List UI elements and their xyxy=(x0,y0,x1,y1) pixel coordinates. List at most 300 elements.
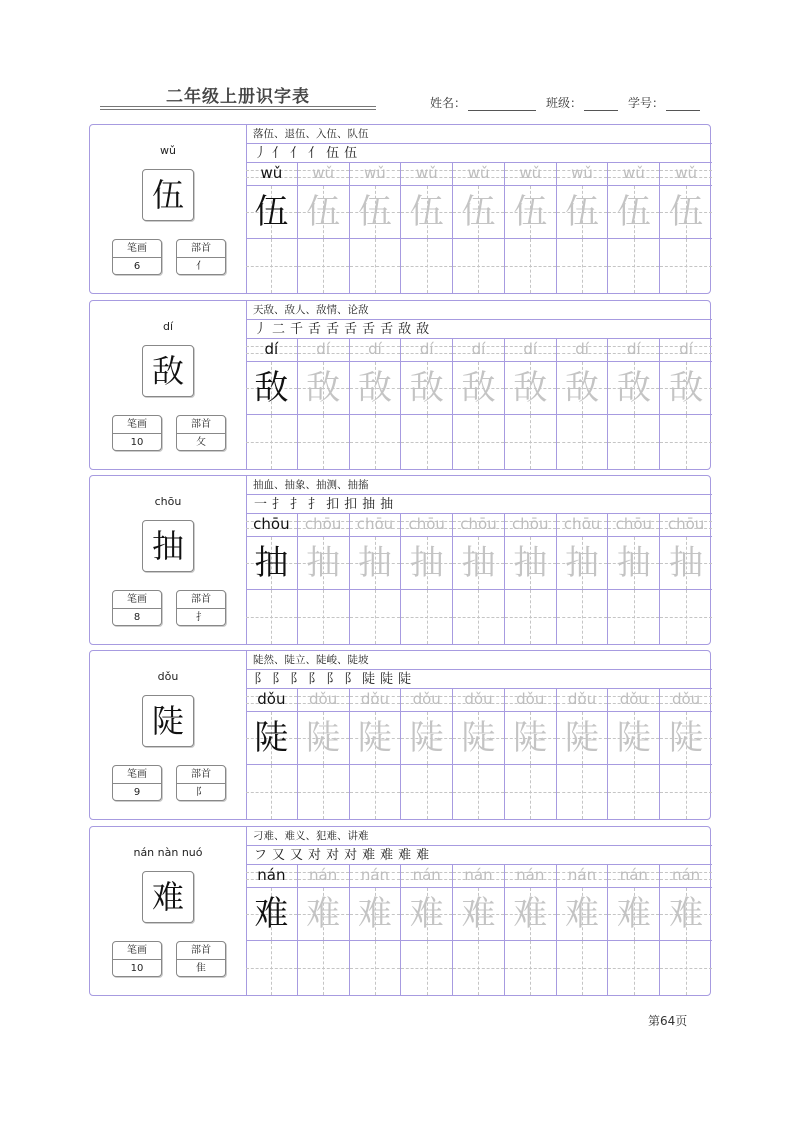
practice-grid xyxy=(246,514,712,644)
stroke-step: 扌 xyxy=(272,497,286,512)
pinyin-lines xyxy=(298,163,349,185)
pinyin-lines xyxy=(505,689,556,711)
stroke-step: 亻 xyxy=(272,146,286,161)
character-model: 抽 xyxy=(254,543,289,583)
stroke-step: 舌 xyxy=(308,322,322,337)
practice-cell[interactable] xyxy=(608,339,660,469)
blank-practice-grid[interactable] xyxy=(246,239,297,293)
practice-cell[interactable] xyxy=(660,689,712,819)
blank-practice-grid[interactable] xyxy=(350,590,401,644)
practice-cell[interactable] xyxy=(608,689,660,819)
stroke-step: 对 xyxy=(308,848,322,863)
pinyin-trace: dǒu xyxy=(412,690,441,708)
character-trace: 难 xyxy=(461,894,496,934)
character-trace: 抽 xyxy=(461,543,496,583)
stroke-step: 阝 xyxy=(308,672,322,687)
practice-cell[interactable] xyxy=(557,865,609,995)
character-trace: 陡 xyxy=(357,718,392,758)
blank-practice-grid[interactable] xyxy=(557,239,608,293)
blank-practice-grid[interactable] xyxy=(660,941,712,995)
practice-grid xyxy=(246,865,712,995)
blank-practice-grid[interactable] xyxy=(608,941,659,995)
character-trace: 难 xyxy=(306,894,341,934)
practice-cell[interactable] xyxy=(505,339,557,469)
title-underline xyxy=(100,106,376,107)
stroke-count-box xyxy=(112,415,162,451)
tian-grid xyxy=(660,887,712,941)
character-display: 伍 xyxy=(142,169,194,221)
practice-cell[interactable] xyxy=(505,865,557,995)
pinyin-lines xyxy=(557,689,608,711)
pinyin-trace: chōu xyxy=(356,515,394,533)
pinyin-lines xyxy=(350,339,401,361)
pinyin-trace: wǔ xyxy=(364,164,386,182)
practice-cell[interactable] xyxy=(401,163,453,293)
character-trace: 陡 xyxy=(513,718,548,758)
student-info-fields xyxy=(430,94,700,111)
page-number: 第64页 xyxy=(648,1014,688,1028)
blank-practice-grid[interactable] xyxy=(505,765,556,819)
pinyin-lines xyxy=(453,689,504,711)
pinyin-lines xyxy=(401,865,452,887)
pinyin-trace: dǒu xyxy=(567,690,597,708)
stroke-step: 抽 xyxy=(380,497,394,512)
character-card xyxy=(89,826,711,996)
blank-practice-grid[interactable] xyxy=(298,590,349,644)
tian-grid xyxy=(660,536,712,590)
stroke-count-label: 笔画 xyxy=(113,240,161,258)
blank-practice-grid[interactable] xyxy=(557,941,608,995)
tian-grid xyxy=(453,536,504,590)
tian-grid xyxy=(401,887,452,941)
radical-box xyxy=(176,941,226,977)
pinyin-trace: nán xyxy=(309,866,338,884)
character-trace: 抽 xyxy=(409,543,444,583)
blank-practice-grid[interactable] xyxy=(505,590,556,644)
practice-cell[interactable] xyxy=(246,163,298,293)
class-blank[interactable] xyxy=(584,98,618,111)
tian-grid xyxy=(608,185,659,239)
tian-grid xyxy=(557,185,608,239)
character-info-panel xyxy=(90,476,247,644)
practice-cell[interactable] xyxy=(453,514,505,644)
stroke-step: 舌 xyxy=(380,322,394,337)
practice-cell[interactable] xyxy=(350,339,402,469)
character-trace: 难 xyxy=(513,894,548,934)
character-display: 陡 xyxy=(142,695,194,747)
tian-grid xyxy=(608,361,659,415)
pinyin-lines xyxy=(298,865,349,887)
character-model: 陡 xyxy=(254,718,289,758)
practice-cell[interactable] xyxy=(505,514,557,644)
pinyin-trace: dí xyxy=(626,340,641,358)
blank-practice-grid[interactable] xyxy=(557,765,608,819)
practice-cell[interactable] xyxy=(505,163,557,293)
tian-grid xyxy=(557,361,608,415)
practice-cell[interactable] xyxy=(246,689,298,819)
character-trace: 伍 xyxy=(461,192,496,232)
blank-practice-grid[interactable] xyxy=(453,415,504,469)
stroke-count-label: 笔画 xyxy=(113,942,161,960)
stroke-count-box xyxy=(112,765,162,801)
tian-grid xyxy=(505,361,556,415)
pinyin-trace: dí xyxy=(679,340,693,358)
stroke-step: 舌 xyxy=(362,322,376,337)
blank-practice-grid[interactable] xyxy=(298,239,349,293)
blank-practice-grid[interactable] xyxy=(298,941,349,995)
character-trace: 敌 xyxy=(565,368,600,408)
stroke-step: 陡 xyxy=(380,672,394,687)
practice-cell[interactable] xyxy=(453,163,505,293)
tian-grid xyxy=(608,536,659,590)
character-pinyin: chōu xyxy=(154,495,182,508)
stroke-step: 陡 xyxy=(398,672,412,687)
name-blank[interactable] xyxy=(468,98,536,111)
stroke-step: 又 xyxy=(272,848,286,863)
stroke-step: 阝 xyxy=(344,672,358,687)
name-field[interactable] xyxy=(430,94,536,111)
practice-panel xyxy=(246,651,712,819)
pinyin-lines xyxy=(505,339,556,361)
practice-cell[interactable] xyxy=(246,339,298,469)
tian-grid xyxy=(246,711,297,765)
stroke-step: 伍 xyxy=(326,146,340,161)
practice-cell[interactable] xyxy=(401,865,453,995)
tian-grid xyxy=(350,536,401,590)
character-pinyin: dǒu xyxy=(157,670,179,683)
practice-panel xyxy=(246,827,712,995)
tian-grid xyxy=(401,536,452,590)
pinyin-lines xyxy=(660,514,712,536)
pinyin-lines xyxy=(660,865,712,887)
stroke-step: 扣 xyxy=(326,497,340,512)
tian-grid xyxy=(505,887,556,941)
pinyin-model: dǒu xyxy=(257,690,286,708)
tian-grid xyxy=(608,887,659,941)
character-trace: 抽 xyxy=(306,543,341,583)
pinyin-lines xyxy=(350,865,401,887)
stroke-count-box xyxy=(112,941,162,977)
stroke-step: 阝 xyxy=(290,672,304,687)
character-display: 抽 xyxy=(142,520,194,572)
practice-cell[interactable] xyxy=(557,163,609,293)
practice-cell[interactable] xyxy=(660,514,712,644)
practice-cell[interactable] xyxy=(350,689,402,819)
character-trace: 伍 xyxy=(669,192,704,232)
pinyin-lines xyxy=(660,163,712,185)
pinyin-lines xyxy=(557,865,608,887)
blank-practice-grid[interactable] xyxy=(453,239,504,293)
title-underline-2 xyxy=(100,109,376,110)
blank-practice-grid[interactable] xyxy=(608,239,659,293)
pinyin-trace: nán xyxy=(567,866,597,884)
stroke-step: 亻 xyxy=(290,146,304,161)
pinyin-trace: dǒu xyxy=(360,690,390,708)
character-trace: 伍 xyxy=(565,192,600,232)
pinyin-trace: chōu xyxy=(667,515,705,533)
practice-panel xyxy=(246,476,712,644)
blank-practice-grid[interactable] xyxy=(298,765,349,819)
pinyin-lines xyxy=(298,339,349,361)
student-id-label: 学号： xyxy=(628,96,665,110)
stroke-count-label: 笔画 xyxy=(113,766,161,784)
practice-cell[interactable] xyxy=(298,865,350,995)
stroke-order xyxy=(246,670,712,689)
pinyin-lines xyxy=(453,163,504,185)
character-trace: 抽 xyxy=(616,543,651,583)
blank-practice-grid[interactable] xyxy=(401,941,452,995)
character-info-panel xyxy=(90,301,247,469)
stroke-step: 伍 xyxy=(344,146,358,161)
radical-box xyxy=(176,590,226,626)
practice-cell[interactable] xyxy=(660,163,712,293)
blank-practice-grid[interactable] xyxy=(660,590,712,644)
stroke-step: 又 xyxy=(290,848,304,863)
pinyin-model: wǔ xyxy=(260,164,283,182)
blank-practice-grid[interactable] xyxy=(505,415,556,469)
practice-grid xyxy=(246,339,712,469)
practice-cell[interactable] xyxy=(298,339,350,469)
stroke-step: 难 xyxy=(380,848,394,863)
pinyin-lines xyxy=(298,689,349,711)
practice-cell[interactable] xyxy=(401,689,453,819)
student-id-blank[interactable] xyxy=(666,98,700,111)
tian-grid xyxy=(557,536,608,590)
pinyin-lines xyxy=(453,865,504,887)
blank-practice-grid[interactable] xyxy=(608,590,659,644)
practice-cell[interactable] xyxy=(660,339,712,469)
blank-practice-grid[interactable] xyxy=(350,765,401,819)
practice-cell[interactable] xyxy=(350,865,402,995)
practice-cell[interactable] xyxy=(608,163,660,293)
pinyin-trace: chōu xyxy=(563,515,601,533)
pinyin-trace: nán xyxy=(360,866,390,884)
pinyin-lines xyxy=(246,163,297,185)
blank-practice-grid[interactable] xyxy=(298,415,349,469)
pinyin-lines xyxy=(557,163,608,185)
blank-practice-grid[interactable] xyxy=(350,239,401,293)
pinyin-trace: wǔ xyxy=(312,164,335,182)
practice-panel xyxy=(246,125,712,293)
practice-cell[interactable] xyxy=(505,689,557,819)
pinyin-trace: nán xyxy=(412,866,441,884)
stroke-count-value: 10 xyxy=(130,437,144,448)
blank-practice-grid[interactable] xyxy=(505,941,556,995)
tian-grid xyxy=(401,185,452,239)
pinyin-lines xyxy=(246,865,297,887)
character-trace: 敌 xyxy=(669,368,704,408)
pinyin-trace: dí xyxy=(471,340,486,358)
student-id-field[interactable] xyxy=(628,94,700,111)
practice-cell[interactable] xyxy=(401,339,453,469)
practice-grid xyxy=(246,163,712,293)
character-info-panel xyxy=(90,125,247,293)
blank-practice-grid[interactable] xyxy=(350,415,401,469)
pinyin-trace: dí xyxy=(316,340,330,358)
blank-practice-grid[interactable] xyxy=(246,765,297,819)
blank-practice-grid[interactable] xyxy=(557,415,608,469)
practice-cell[interactable] xyxy=(660,865,712,995)
practice-grid xyxy=(246,689,712,819)
character-trace: 难 xyxy=(616,894,651,934)
pinyin-trace: nán xyxy=(671,866,701,884)
character-trace: 伍 xyxy=(409,192,444,232)
pinyin-trace: chōu xyxy=(512,515,549,533)
blank-practice-grid[interactable] xyxy=(608,765,659,819)
blank-practice-grid[interactable] xyxy=(608,415,659,469)
practice-cell[interactable] xyxy=(557,514,609,644)
blank-practice-grid[interactable] xyxy=(453,590,504,644)
practice-cell[interactable] xyxy=(298,514,350,644)
stroke-count-value: 8 xyxy=(133,612,141,623)
practice-cell[interactable] xyxy=(453,339,505,469)
pinyin-lines xyxy=(453,514,504,536)
stroke-step: 丿 xyxy=(254,146,268,161)
tian-grid xyxy=(505,185,556,239)
blank-practice-grid[interactable] xyxy=(246,941,297,995)
blank-practice-grid[interactable] xyxy=(453,941,504,995)
blank-practice-grid[interactable] xyxy=(401,765,452,819)
radical-label: 部首 xyxy=(177,942,225,960)
practice-cell[interactable] xyxy=(246,865,298,995)
class-field[interactable] xyxy=(546,94,618,111)
practice-cell[interactable] xyxy=(557,339,609,469)
stroke-step: 亻 xyxy=(308,146,322,161)
radical-box xyxy=(176,765,226,801)
pinyin-trace: dǒu xyxy=(309,690,338,708)
character-trace: 敌 xyxy=(306,368,341,408)
pinyin-trace: wǔ xyxy=(519,164,542,182)
pinyin-trace: wǔ xyxy=(571,164,593,182)
radical-label: 部首 xyxy=(177,591,225,609)
stroke-step: 敌 xyxy=(398,322,412,337)
blank-practice-grid[interactable] xyxy=(401,415,452,469)
stroke-step: 难 xyxy=(362,848,376,863)
character-card xyxy=(89,124,711,294)
character-trace: 敌 xyxy=(461,368,496,408)
tian-grid xyxy=(608,711,659,765)
blank-practice-grid[interactable] xyxy=(453,765,504,819)
pinyin-lines xyxy=(608,339,659,361)
pinyin-trace: dǒu xyxy=(619,690,648,708)
pinyin-lines xyxy=(557,514,608,536)
character-trace: 陡 xyxy=(409,718,444,758)
practice-cell[interactable] xyxy=(557,689,609,819)
character-card xyxy=(89,650,711,820)
stroke-count-box xyxy=(112,239,162,275)
pinyin-model: nán xyxy=(257,866,286,884)
stroke-step: 二 xyxy=(272,322,286,337)
tian-grid xyxy=(246,887,297,941)
example-words: 天敌、敌人、敌情、论敌 xyxy=(246,301,712,320)
character-info-panel xyxy=(90,827,247,995)
name-label: 姓名： xyxy=(430,96,467,110)
pinyin-trace: chōu xyxy=(408,515,445,533)
character-trace: 陡 xyxy=(306,718,341,758)
practice-cell[interactable] xyxy=(608,514,660,644)
stroke-step: 敌 xyxy=(416,322,430,337)
blank-practice-grid[interactable] xyxy=(350,941,401,995)
stroke-step: フ xyxy=(254,848,268,863)
radical-label: 部首 xyxy=(177,416,225,434)
stroke-order xyxy=(246,495,712,514)
tian-grid xyxy=(660,711,712,765)
stroke-step: 扣 xyxy=(344,497,358,512)
character-info-panel xyxy=(90,651,247,819)
pinyin-lines xyxy=(660,689,712,711)
practice-cell[interactable] xyxy=(350,163,402,293)
character-trace: 抽 xyxy=(669,543,704,583)
pinyin-trace: dí xyxy=(368,340,382,358)
character-trace: 抽 xyxy=(357,543,392,583)
tian-grid xyxy=(298,887,349,941)
pinyin-trace: wǔ xyxy=(622,164,645,182)
stroke-order xyxy=(246,144,712,163)
blank-practice-grid[interactable] xyxy=(557,590,608,644)
radical-value: 扌 xyxy=(196,612,206,623)
blank-practice-grid[interactable] xyxy=(401,590,452,644)
practice-cell[interactable] xyxy=(298,689,350,819)
blank-practice-grid[interactable] xyxy=(246,590,297,644)
stroke-count-value: 6 xyxy=(133,261,141,272)
radical-value: 阝 xyxy=(196,787,206,798)
stroke-step: 舌 xyxy=(326,322,340,337)
blank-practice-grid[interactable] xyxy=(246,415,297,469)
example-words: 抽血、抽象、抽测、抽搐 xyxy=(246,476,712,495)
pinyin-lines xyxy=(401,689,452,711)
character-trace: 敌 xyxy=(616,368,651,408)
class-label: 班级： xyxy=(546,96,583,110)
blank-practice-grid[interactable] xyxy=(660,415,712,469)
stroke-step: 抽 xyxy=(362,497,376,512)
practice-cell[interactable] xyxy=(350,514,402,644)
pinyin-trace: nán xyxy=(619,866,648,884)
character-trace: 敌 xyxy=(409,368,444,408)
character-trace: 陡 xyxy=(565,718,600,758)
blank-practice-grid[interactable] xyxy=(505,239,556,293)
pinyin-lines xyxy=(608,689,659,711)
character-pinyin: wǔ xyxy=(160,144,176,157)
stroke-step: 扌 xyxy=(290,497,304,512)
character-pinyin: dí xyxy=(162,320,174,333)
tian-grid xyxy=(350,887,401,941)
blank-practice-grid[interactable] xyxy=(401,239,452,293)
practice-cell[interactable] xyxy=(608,865,660,995)
radical-value: 攵 xyxy=(196,437,206,448)
tian-grid xyxy=(246,185,297,239)
pinyin-lines xyxy=(608,865,659,887)
stroke-order xyxy=(246,846,712,865)
tian-grid xyxy=(660,185,712,239)
pinyin-lines xyxy=(246,689,297,711)
blank-practice-grid[interactable] xyxy=(660,765,712,819)
practice-cell[interactable] xyxy=(453,689,505,819)
character-trace: 难 xyxy=(669,894,704,934)
tian-grid xyxy=(453,711,504,765)
character-trace: 陡 xyxy=(616,718,651,758)
pinyin-trace: chōu xyxy=(460,515,497,533)
pinyin-lines xyxy=(246,339,297,361)
tian-grid xyxy=(505,536,556,590)
practice-cell[interactable] xyxy=(298,163,350,293)
blank-practice-grid[interactable] xyxy=(660,239,712,293)
stroke-step: 千 xyxy=(290,322,304,337)
practice-cell[interactable] xyxy=(246,514,298,644)
practice-cell[interactable] xyxy=(401,514,453,644)
character-trace: 敌 xyxy=(513,368,548,408)
tian-grid xyxy=(401,711,452,765)
practice-cell[interactable] xyxy=(453,865,505,995)
